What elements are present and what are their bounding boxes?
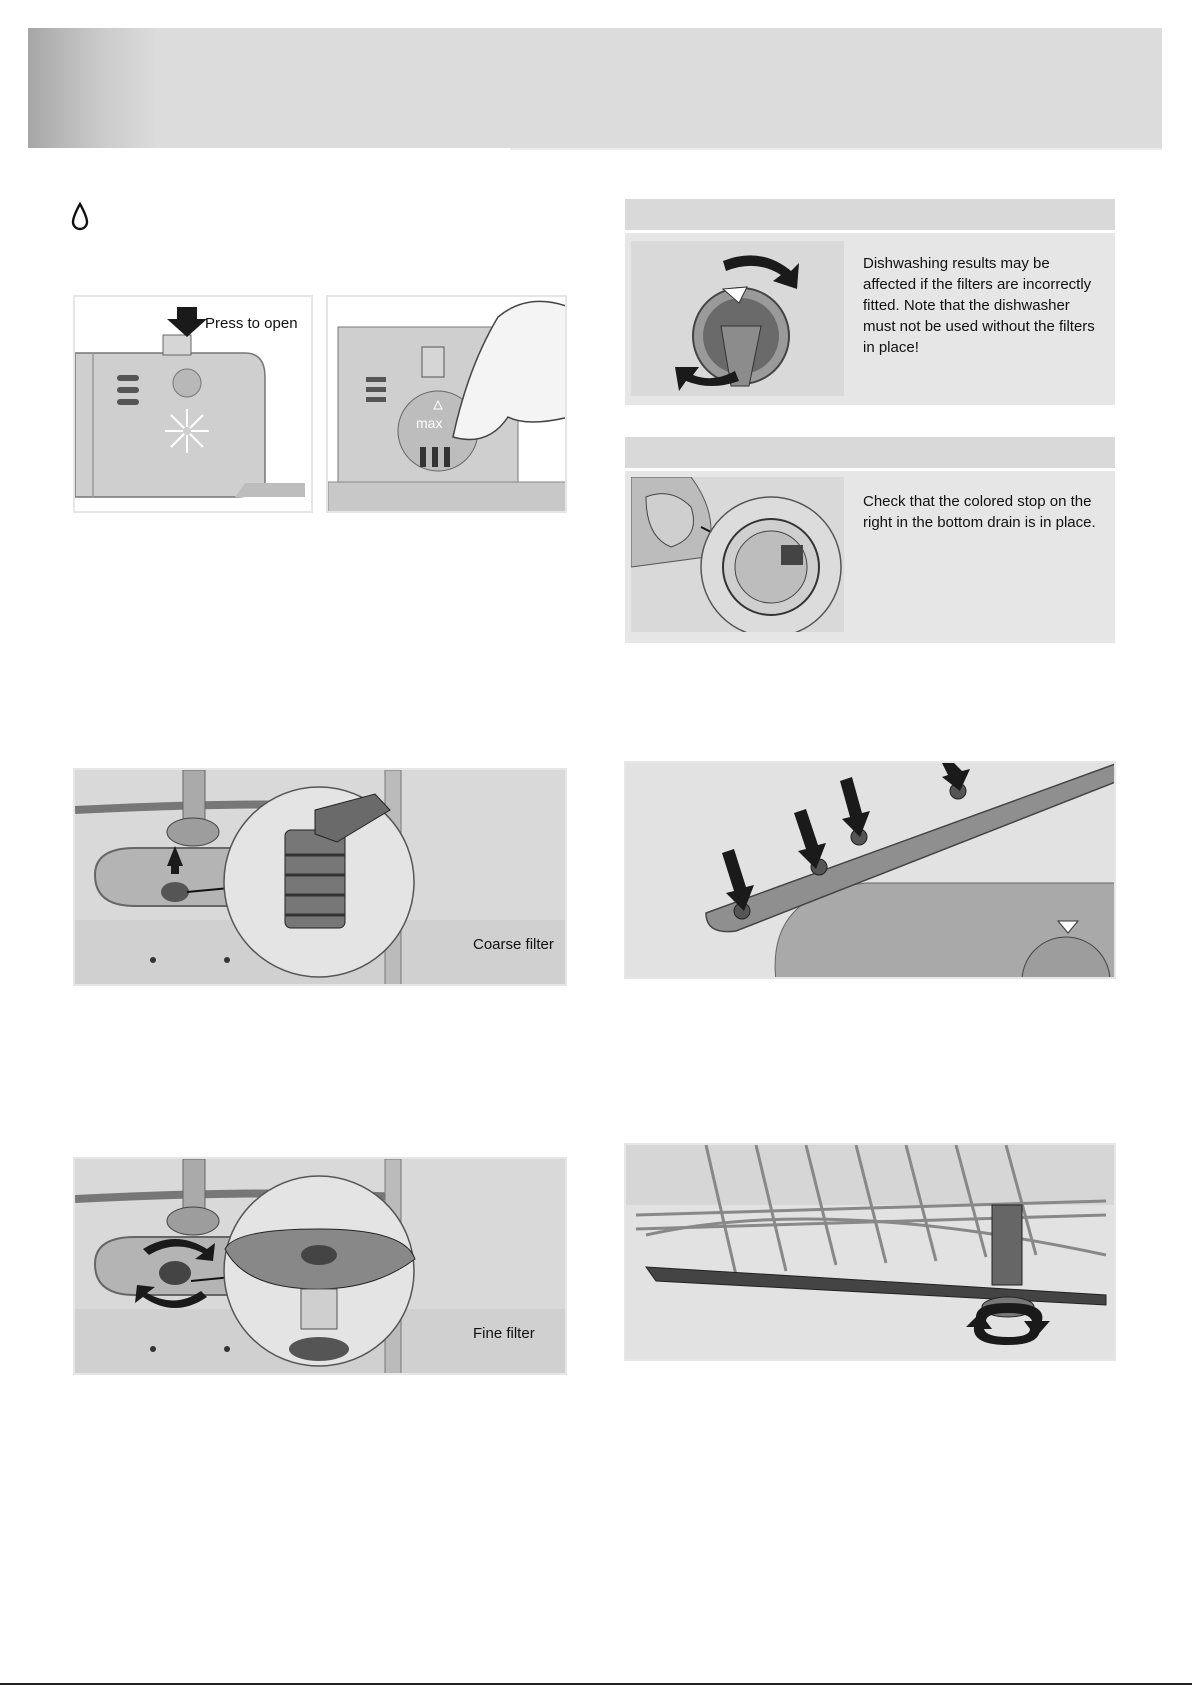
filter-note-panel [625, 233, 1115, 405]
max-label: max [416, 415, 443, 431]
figure-fine-filter [73, 1157, 567, 1375]
figure-drain-stop [631, 477, 844, 632]
water-drop-icon [70, 202, 90, 232]
header-band [28, 28, 1162, 148]
figure-spray-arm-holes [624, 761, 1116, 979]
figure-coarse-filter [73, 768, 567, 986]
filter-note-text: Dishwashing results may be affected if the filters are incorrectly fitted. Note that the dishwasher must not be used without the filters in place! [863, 255, 1095, 356]
filter-note-header-bar [625, 199, 1115, 230]
drain-note-panel [625, 471, 1115, 643]
figure-dispenser-filling [326, 295, 567, 513]
coarse-filter-label: Coarse filter [473, 936, 554, 953]
press-to-open-label: Press to open [205, 315, 298, 332]
figure-dispenser-closed [73, 295, 313, 513]
drain-note-header-bar [625, 437, 1115, 468]
drain-note-text: Check that the colored stop on the right in the bottom drain is in place. [863, 493, 1096, 531]
fine-filter-label: Fine filter [473, 1325, 535, 1342]
figure-lower-spray-arm [624, 1143, 1116, 1361]
figure-filter-turn [631, 241, 844, 396]
header-divider [510, 148, 1162, 150]
